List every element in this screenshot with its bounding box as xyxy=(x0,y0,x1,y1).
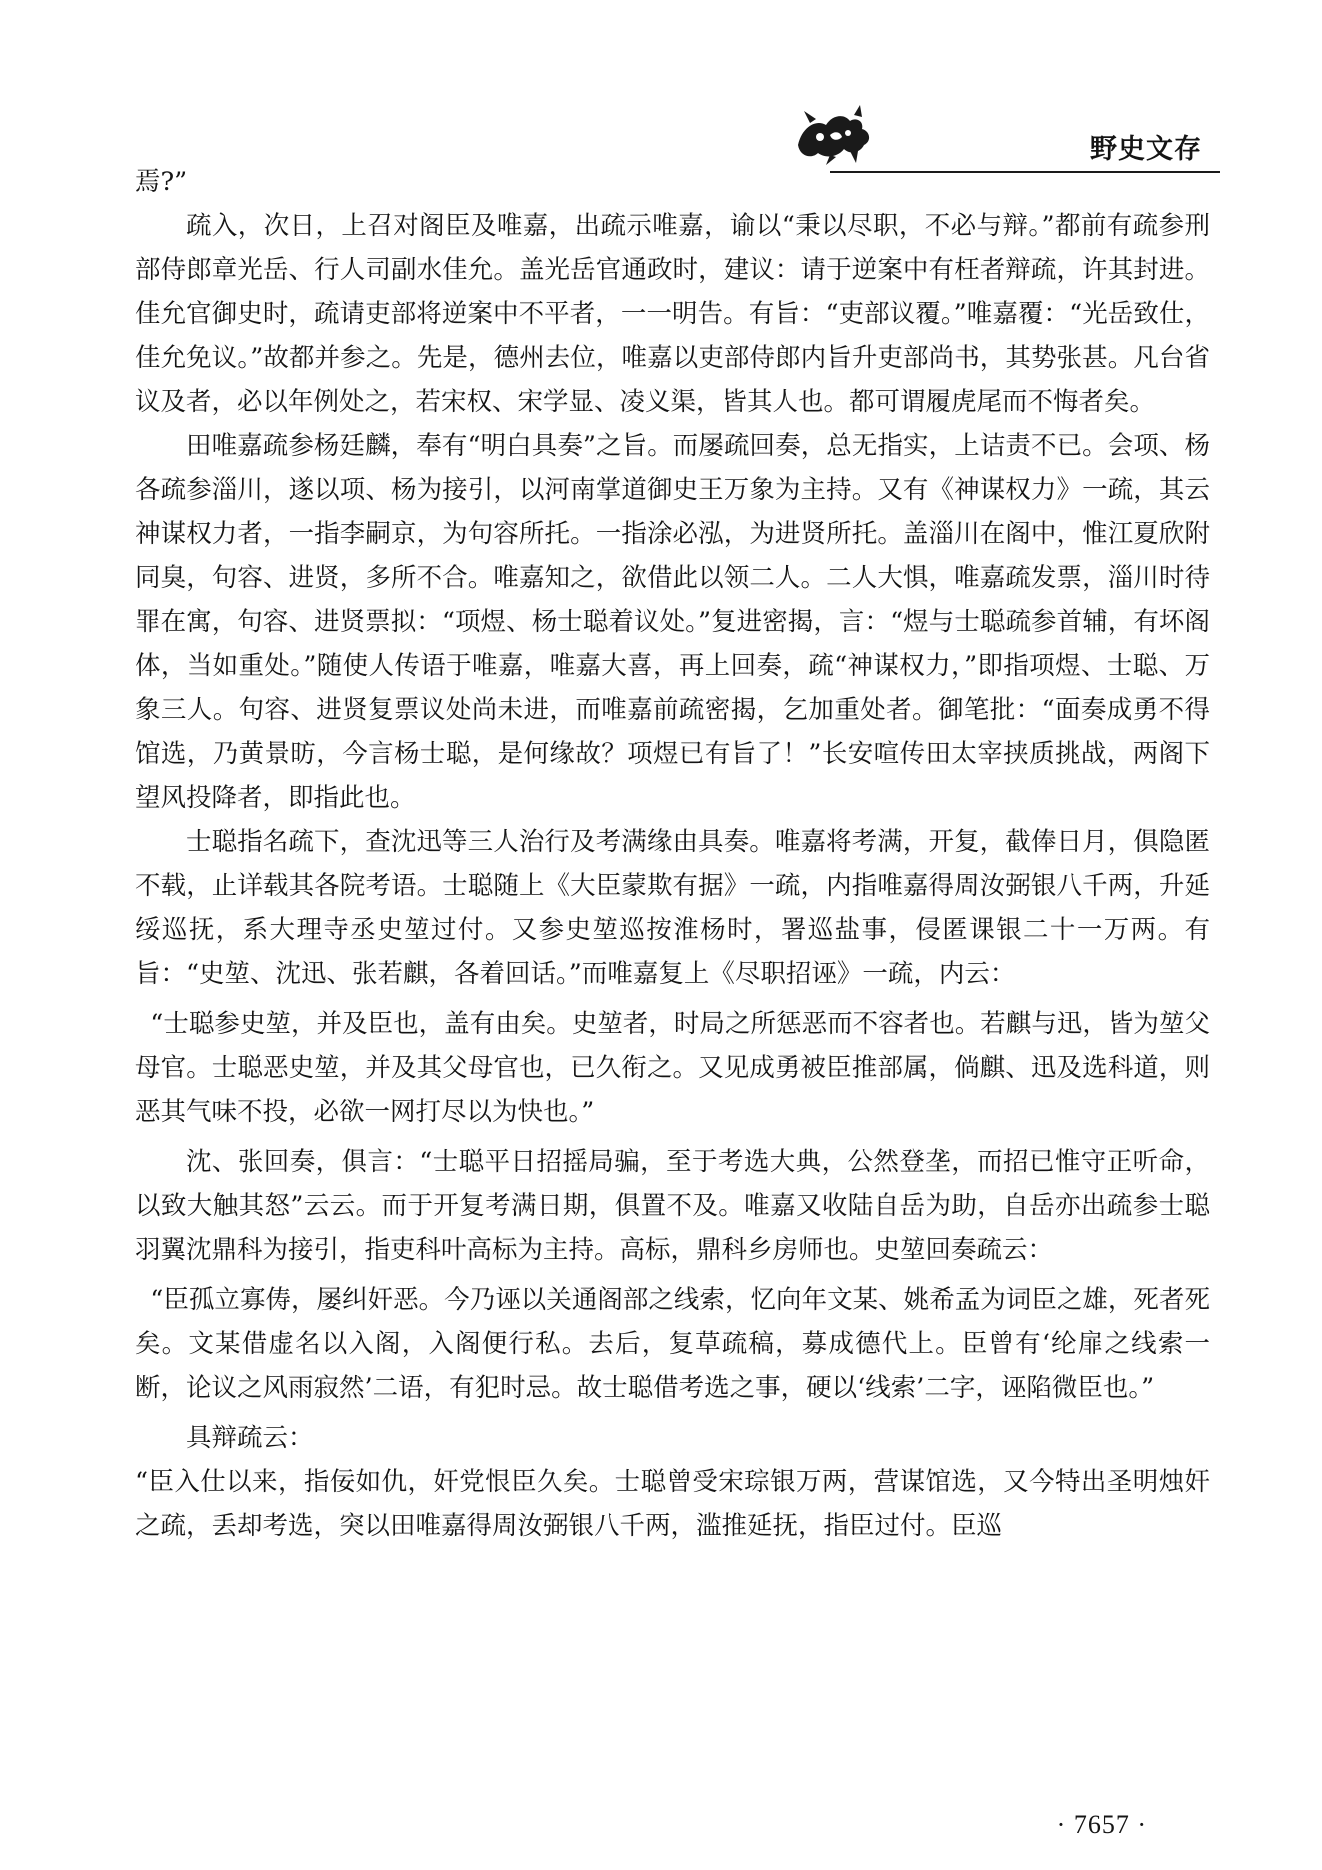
quoted-memorial: “臣入仕以来，指佞如仇，奸党恨臣久矣。士聪曾受宋琮银万两，营谋馆选，又今特出圣明烛奸之疏，丢却考选，突以田唯嘉得周汝弼银八千两，滥推延抚，指臣过付。臣巡 xyxy=(135,1467,1210,1541)
paragraph: 疏入，次日，上召对阁臣及唯嘉，出疏示唯嘉，谕以“秉以尽职，不必与辩。”都前有疏参刑部侍郎章光岳、行人司副水佳允。盖光岳官通政时，建议：请于逆案中有枉者辩疏，许其封进。佳允官御史时，疏请吏部将逆案中不平者，一一明告。有旨：“吏部议覆。”唯嘉覆：“光岳致仕，佳允免议。”故都并参之。先是，德州去位，唯嘉以吏部侍郎内旨升吏部尚书，其势张甚。凡台省议及者，必以年例处之，若宋权、宋学显、凌义渠，皆其人也。都可谓履虎尾而不悔者矣。 xyxy=(135,211,1210,417)
dragon-emblem-icon xyxy=(790,105,880,165)
paragraph: 沈、张回奏，俱言：“士聪平日招摇局骗，至于考选大典，公然登垄，而招已惟守正听命，以致大触其怒”云云。而于开复考满日期，俱置不及。唯嘉又收陆自岳为助，自岳亦出疏参士聪羽翼沈鼎科为接引，指吏科叶高标为主持。高标，鼎科乡房师也。史堃回奏疏云： xyxy=(135,1147,1210,1265)
body-text xyxy=(135,160,1210,1548)
quoted-memorial: “臣孤立寡俦，屡纠奸恶。今乃诬以关通阁部之线索，忆向年文某、姚希孟为词臣之雄，死者死矣。文某借虚名以入阁，入阁便行私。去后，复草疏稿，募成德代上。臣曾有‘纶扉之线索一断，论议之风雨寂然’二语，有犯时忌。故士聪借考选之事，硬以‘线索’二字，诬陷微臣也。” xyxy=(135,1285,1210,1403)
quoted-memorial: “士聪参史堃，并及臣也，盖有由矣。史堃者，时局之所惩恶而不容者也。若麒与迅，皆为堃父母官。士聪恶史堃，并及其父母官也，已久衔之。又见成勇被臣推部属，倘麒、迅及选科道，则恶其气味不投，必欲一网打尽以为快也。” xyxy=(135,1009,1210,1127)
paragraph: 焉?” xyxy=(135,167,188,197)
page-number: · 7657 · xyxy=(1056,1810,1147,1839)
paragraph: 田唯嘉疏参杨廷麟，奉有“明白具奏”之旨。而屡疏回奏，总无指实，上诘责不已。会项、杨各疏参淄川，遂以项、杨为接引，以河南掌道御史王万象为主持。又有《神谋权力》一疏，其云神谋权力者，一指李嗣京，为句容所托。一指涂必泓，为进贤所托。盖淄川在阁中，惟江夏欣附同臭，句容、进贤，多所不合。唯嘉知之，欲借此以领二人。二人大惧，唯嘉疏发票，淄川时待罪在寓，句容、进贤票拟：“项煜、杨士聪着议处。”复进密揭，言：“煜与士聪疏参首辅，有坏阁体，当如重处。”随使人传语于唯嘉，唯嘉大喜，再上回奏，疏“神谋权力，”即指项煜、士聪、万象三人。句容、进贤复票议处尚未进，而唯嘉前疏密揭，乞加重处者。御笔批：“面奏成勇不得馆选，乃黄景昉，今言杨士聪，是何缘故？项煜已有旨了！”长安喧传田太宰挟质挑战，两阁下望风投降者，即指此也。 xyxy=(135,431,1210,813)
series-title: 野史文存 xyxy=(1090,134,1202,165)
paragraph: 士聪指名疏下，查沈迅等三人治行及考满缘由具奏。唯嘉将考满，开复，截俸日月，俱隐匿不载，止详载其各院考语。士聪随上《大臣蒙欺有据》一疏，内指唯嘉得周汝弼银八千两，升延绥巡抚，系大理寺丞史堃过付。又参史堃巡按淮杨时，署巡盐事，侵匿课银二十一万两。有旨：“史堃、沈迅、张若麒，各着回话。”而唯嘉复上《尽职招诬》一疏，内云： xyxy=(135,827,1210,989)
paragraph: 具辩疏云： xyxy=(186,1423,314,1453)
